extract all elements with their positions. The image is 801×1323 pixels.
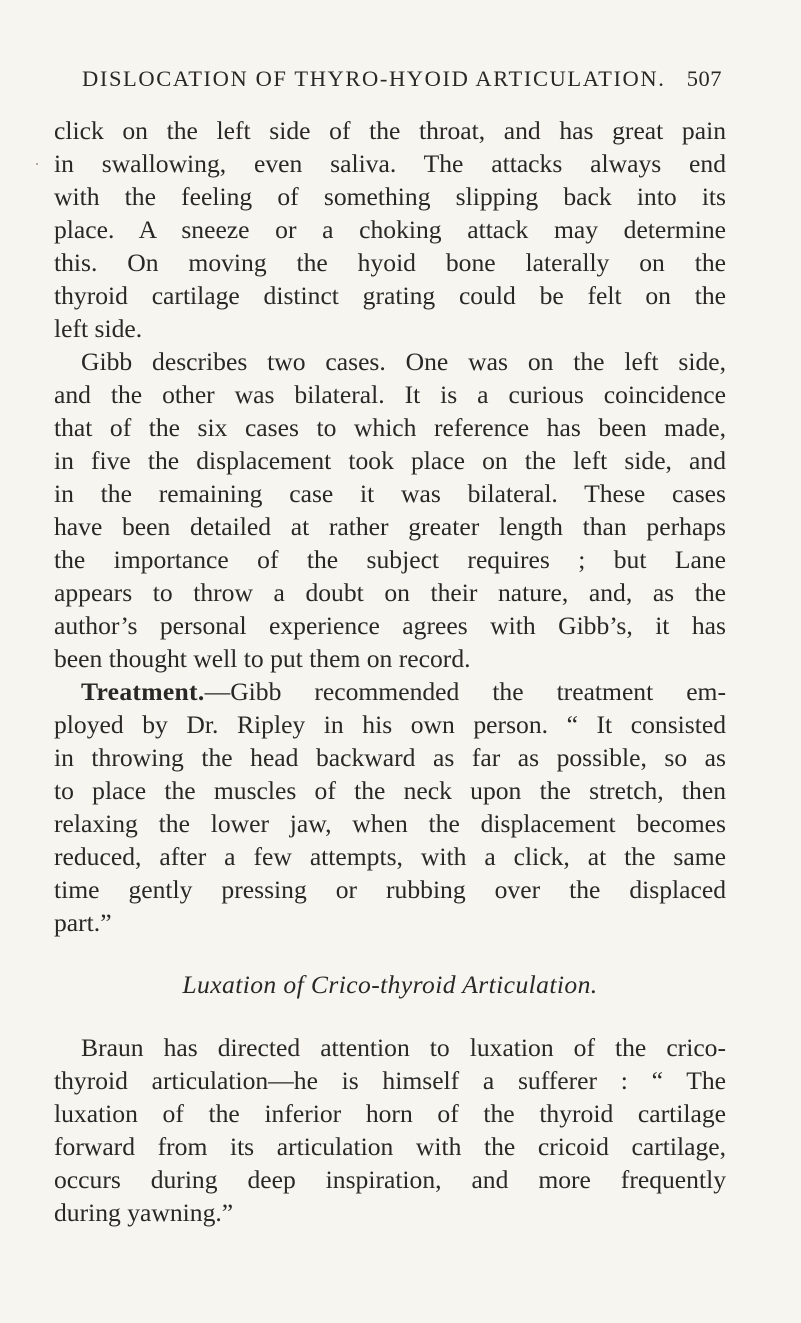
page-number: 507 xyxy=(686,66,722,91)
text-line: to place the muscles of the neck upon the stretch, then xyxy=(54,776,726,805)
text-line: that of the six cases to which reference has been made, xyxy=(54,413,726,442)
text-line: thyroid articulation—he is himself a sufferer : “ The xyxy=(54,1066,726,1095)
text-line: and the other was bilateral. It is a curious coincidence xyxy=(54,380,726,409)
text-line: forward from its articulation with the cricoid cartilage, xyxy=(54,1132,726,1161)
treatment-heading: Treatment. xyxy=(81,677,205,706)
paragraph-continued xyxy=(54,114,726,345)
text-line: in throwing the head backward as far as possible, so as xyxy=(54,743,726,772)
body-text xyxy=(54,114,726,1229)
text-line: left side. xyxy=(54,314,143,343)
text-line: part.” xyxy=(54,908,112,937)
text-line: this. On moving the hyoid bone laterally on the xyxy=(54,248,726,277)
text-line: Braun has directed attention to luxation of the crico- xyxy=(81,1033,726,1062)
text-line: click on the left side of the throat, and has great pain xyxy=(54,116,726,145)
text-line: author’s personal experience agrees with Gibb’s, it has xyxy=(54,611,726,640)
running-title: DISLOCATION OF THYRO-HYOID ARTICULATION. xyxy=(82,66,666,91)
text-line: in five the displacement took place on the left side, and xyxy=(54,446,726,475)
text-line xyxy=(54,675,726,708)
text-line: luxation of the inferior horn of the thyroid cartilage xyxy=(54,1099,726,1128)
text-line: the importance of the subject requires ; but Lane xyxy=(54,545,726,574)
text-line: been thought well to put them on record. xyxy=(54,644,471,673)
section-heading: Luxation of Crico-thyroid Articulation. xyxy=(182,970,598,999)
running-head xyxy=(82,66,722,100)
paragraph-gibb-cases xyxy=(54,345,726,675)
text-line: in the remaining case it was bilateral. These cases xyxy=(54,479,726,508)
text-line: occurs during deep inspiration, and more frequently xyxy=(54,1165,726,1194)
text-line: in swallowing, even saliva. The attacks always end xyxy=(54,149,726,178)
text-line: appears to throw a doubt on their nature, and, as the xyxy=(54,578,726,607)
text-line: thyroid cartilage distinct grating could be felt on the xyxy=(54,281,726,310)
text-line: during yawning.” xyxy=(54,1198,234,1227)
paragraph-braun xyxy=(54,1031,726,1229)
text-line: time gently pressing or rubbing over the displaced xyxy=(54,875,726,904)
text-line: relaxing the lower jaw, when the displacement becomes xyxy=(54,809,726,838)
text-line: with the feeling of something slipping back into its xyxy=(54,182,726,211)
text-run: —Gibb recommended the treatment em- xyxy=(204,677,726,706)
paragraph-treatment xyxy=(54,675,726,939)
text-line: ployed by Dr. Ripley in his own person. “ It consisted xyxy=(54,710,726,739)
text-line: have been detailed at rather greater length than perhaps xyxy=(54,512,726,541)
margin-mark xyxy=(36,163,38,165)
text-line: reduced, after a few attempts, with a click, at the same xyxy=(54,842,726,871)
text-line: Gibb describes two cases. One was on the left side, xyxy=(81,347,726,376)
text-line: place. A sneeze or a choking attack may determine xyxy=(54,215,726,244)
